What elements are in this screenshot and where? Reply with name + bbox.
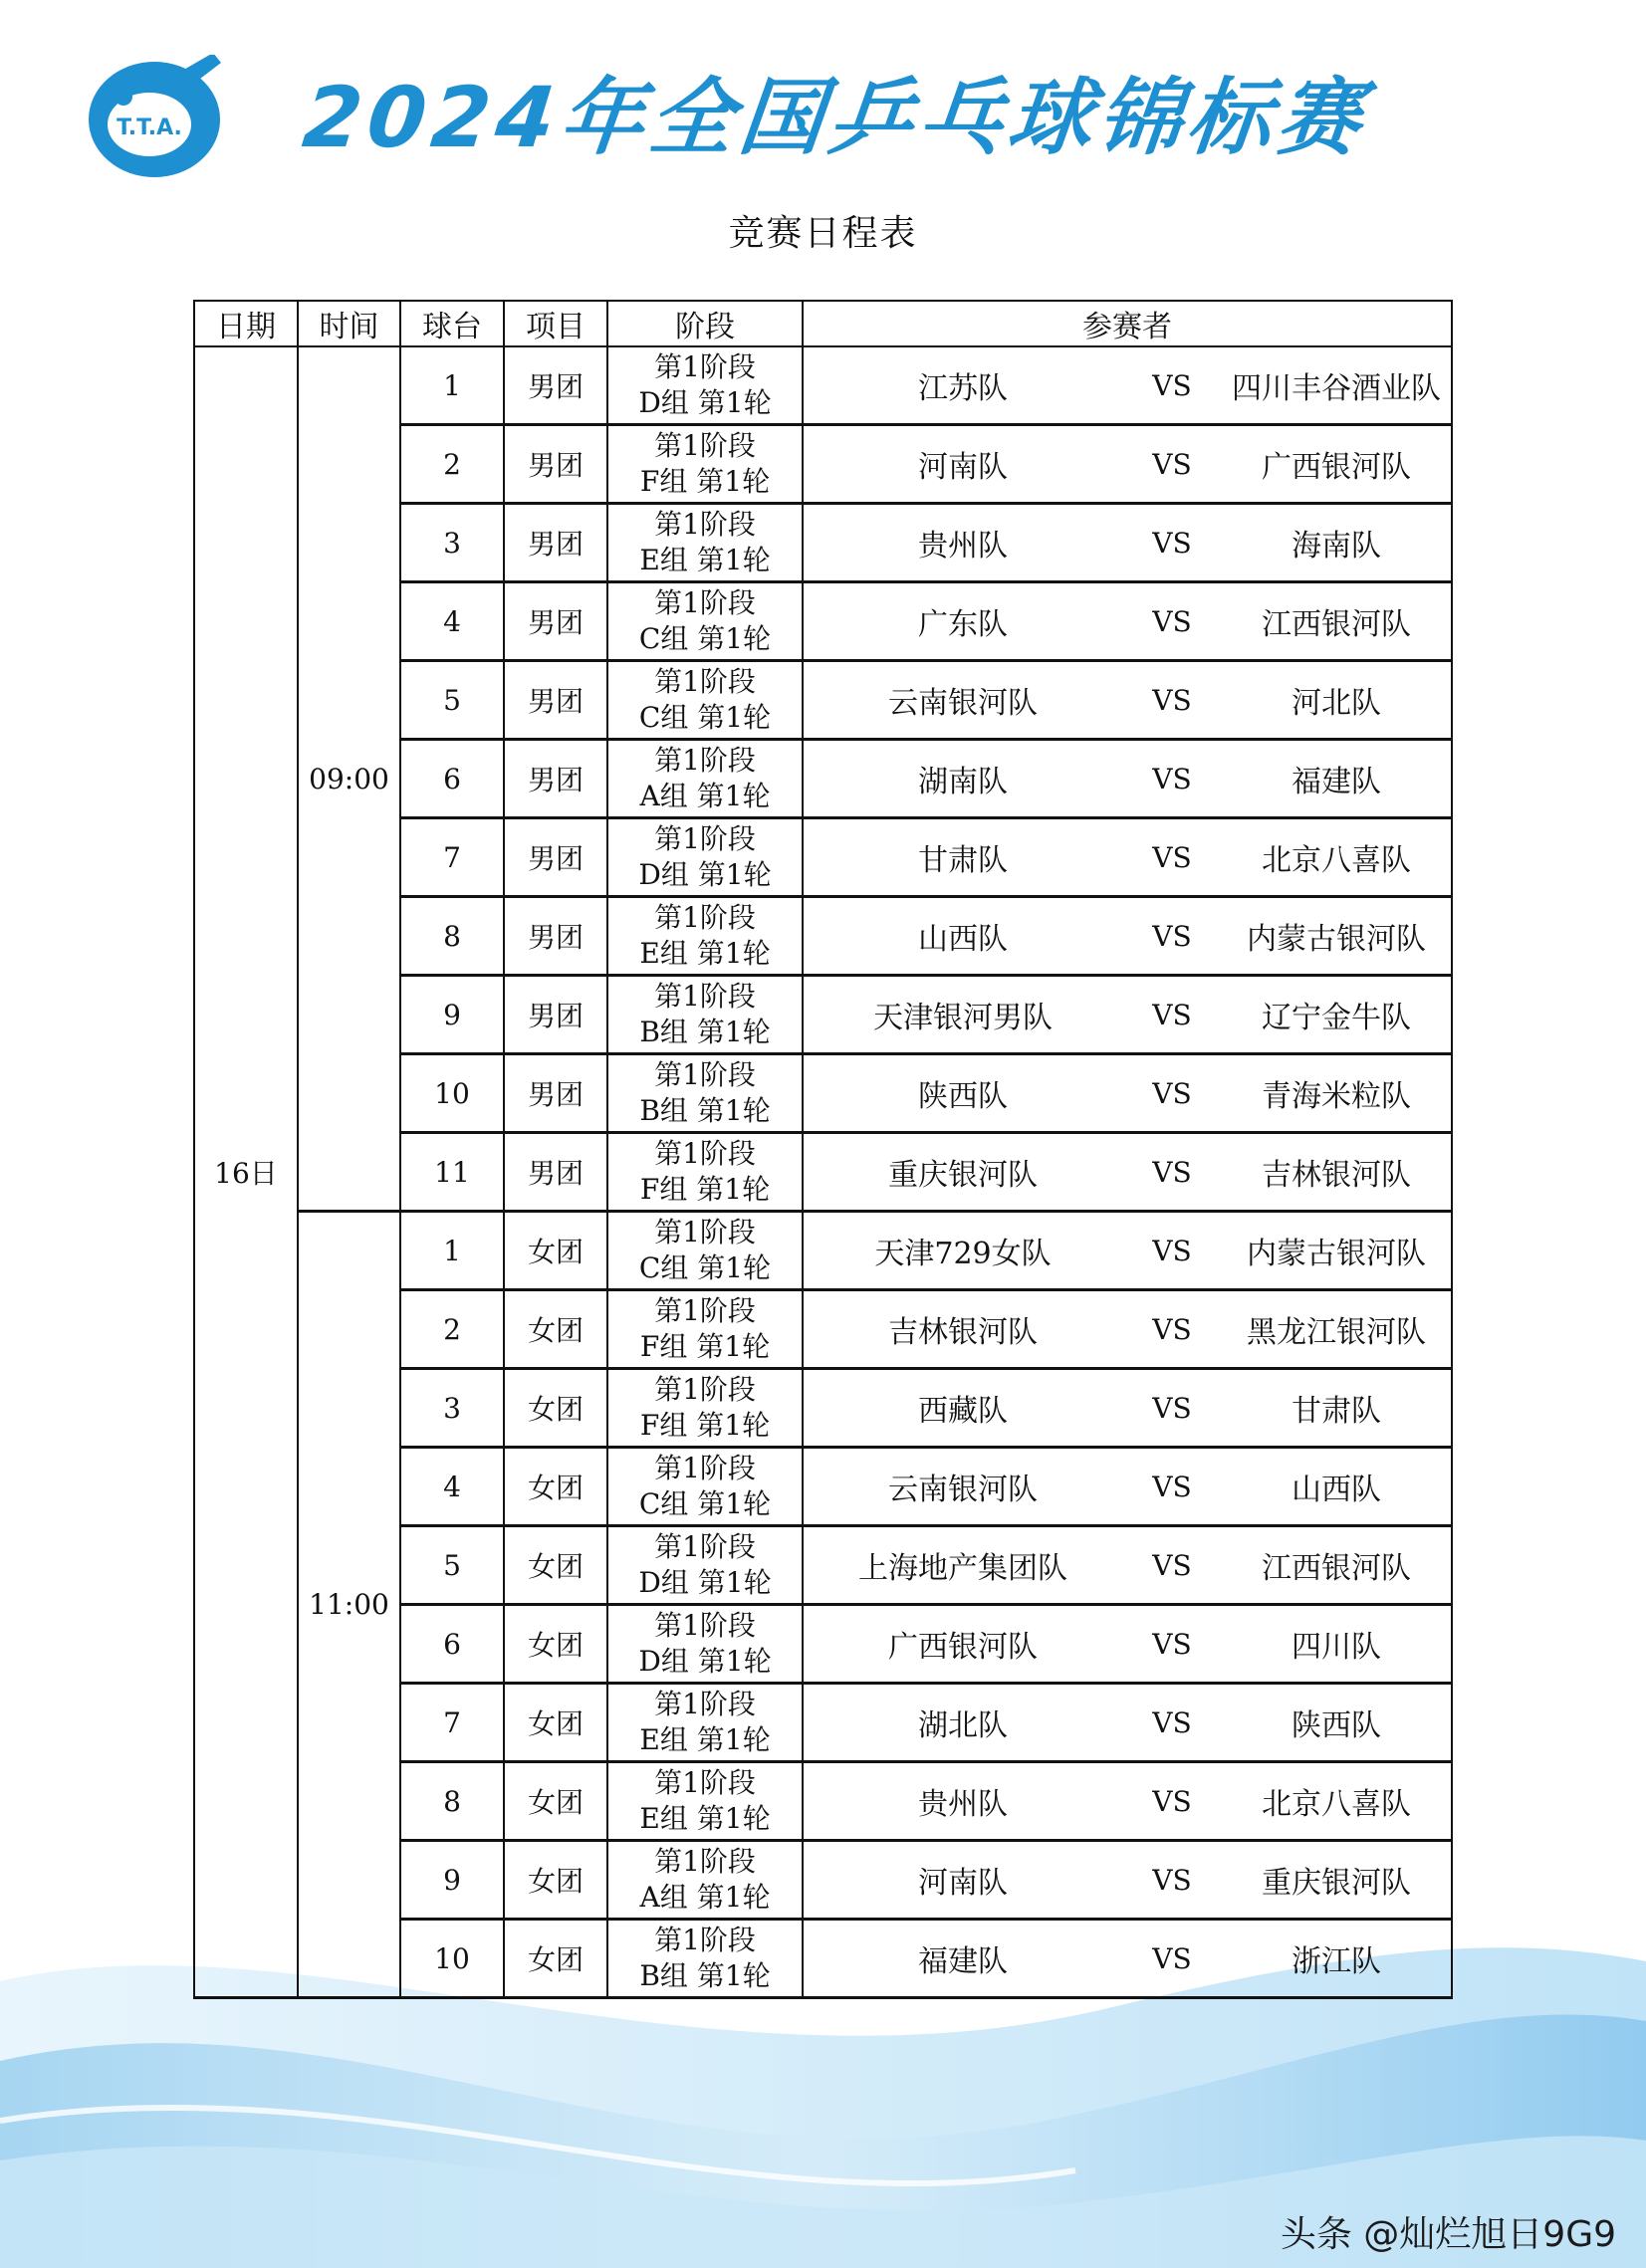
vs-label: VS <box>1152 840 1192 874</box>
logo-text: T.T.A. <box>117 115 182 140</box>
stage-label: 第1阶段 <box>654 429 756 462</box>
participants-cell <box>803 661 1452 740</box>
table-number-cell: 7 <box>400 1684 504 1762</box>
stage-cell <box>607 1762 803 1841</box>
participants-cell <box>803 1212 1452 1290</box>
event-cell: 男团 <box>504 740 607 818</box>
table-number-cell: 2 <box>400 425 504 504</box>
team-a-name: 广东队 <box>918 607 1008 642</box>
group-round-label: E组 第1轮 <box>639 1723 771 1756</box>
col-header-participants: 参赛者 <box>803 301 1452 346</box>
stage-cell <box>607 1290 803 1369</box>
stage-label: 第1阶段 <box>654 744 756 777</box>
table-number-cell: 6 <box>400 1605 504 1684</box>
vs-label: VS <box>1152 1863 1192 1897</box>
participants-cell <box>803 818 1452 897</box>
team-b-name: 吉林银河队 <box>1262 1158 1411 1193</box>
event-cell: 男团 <box>504 504 607 582</box>
event-cell: 男团 <box>504 1133 607 1212</box>
participants-cell <box>803 976 1452 1054</box>
time-cell: 09:00 <box>298 346 400 1212</box>
stage-label: 第1阶段 <box>654 1609 756 1642</box>
participants-cell <box>803 1448 1452 1526</box>
group-round-label: C组 第1轮 <box>638 1251 772 1284</box>
vs-label: VS <box>1152 1705 1192 1739</box>
table-number-cell: 2 <box>400 1290 504 1369</box>
stage-label: 第1阶段 <box>654 901 756 934</box>
vs-label: VS <box>1152 447 1192 481</box>
event-title: 2024年全国乒乓球锦标赛 <box>298 69 1372 166</box>
stage-cell <box>607 1920 803 1998</box>
team-a-name: 贵州队 <box>918 529 1008 564</box>
team-b-name: 内蒙古银河队 <box>1247 1237 1426 1271</box>
stage-label: 第1阶段 <box>654 1845 756 1878</box>
event-cell: 女团 <box>504 1369 607 1448</box>
team-b-name: 河北队 <box>1292 686 1381 721</box>
table-number-cell: 10 <box>400 1920 504 1998</box>
participants-cell <box>803 346 1452 425</box>
team-b-name: 浙江队 <box>1292 1944 1381 1979</box>
event-cell: 男团 <box>504 425 607 504</box>
team-b-name: 江西银河队 <box>1262 1551 1411 1586</box>
vs-label: VS <box>1152 683 1192 717</box>
team-b-name: 广西银河队 <box>1262 450 1411 485</box>
stage-label: 第1阶段 <box>654 1373 756 1406</box>
col-header-time: 时间 <box>298 301 400 346</box>
team-a-name: 陕西队 <box>918 1079 1008 1114</box>
team-b-name: 北京八喜队 <box>1262 1787 1411 1822</box>
group-round-label: C组 第1轮 <box>638 701 772 734</box>
event-cell: 女团 <box>504 1448 607 1526</box>
team-b-name: 青海米粒队 <box>1262 1079 1411 1114</box>
team-b-name: 四川丰谷酒业队 <box>1232 371 1441 406</box>
group-round-label: B组 第1轮 <box>639 1094 771 1127</box>
table-number-cell: 10 <box>400 1054 504 1133</box>
table-number-cell: 8 <box>400 1762 504 1841</box>
event-cell: 男团 <box>504 897 607 976</box>
team-b-name: 福建队 <box>1292 765 1381 799</box>
group-round-label: D组 第1轮 <box>638 858 772 891</box>
vs-label: VS <box>1152 1548 1192 1582</box>
team-a-name: 山西队 <box>918 922 1008 957</box>
event-cell: 女团 <box>504 1605 607 1684</box>
vs-label: VS <box>1152 919 1192 953</box>
page-subtitle: 竞赛日程表 <box>728 213 918 254</box>
event-cell: 男团 <box>504 661 607 740</box>
group-round-label: D组 第1轮 <box>638 1566 772 1599</box>
team-b-name: 海南队 <box>1292 529 1381 564</box>
stage-cell <box>607 1369 803 1448</box>
stage-cell <box>607 818 803 897</box>
stage-cell <box>607 1054 803 1133</box>
stage-cell <box>607 661 803 740</box>
team-a-name: 福建队 <box>918 1944 1008 1979</box>
col-header-event: 项目 <box>504 301 607 346</box>
table-number-cell: 1 <box>400 346 504 425</box>
group-round-label: E组 第1轮 <box>639 937 771 970</box>
stage-cell <box>607 1212 803 1290</box>
vs-label: VS <box>1152 998 1192 1031</box>
stage-label: 第1阶段 <box>654 1294 756 1327</box>
event-cell: 男团 <box>504 346 607 425</box>
stage-cell <box>607 1841 803 1920</box>
time-cell: 11:00 <box>298 1212 400 1998</box>
team-a-name: 湖南队 <box>918 765 1008 799</box>
stage-cell <box>607 425 803 504</box>
team-b-name: 江西银河队 <box>1262 607 1411 642</box>
team-a-name: 上海地产集团队 <box>858 1551 1067 1586</box>
team-a-name: 云南银河队 <box>888 686 1038 721</box>
table-number-cell: 4 <box>400 1448 504 1526</box>
team-b-name: 山西队 <box>1292 1473 1381 1507</box>
participants-cell <box>803 582 1452 661</box>
event-cell: 女团 <box>504 1684 607 1762</box>
group-round-label: F组 第1轮 <box>639 1173 771 1206</box>
date-cell: 16日 <box>194 346 298 1998</box>
participants-cell <box>803 1369 1452 1448</box>
tta-logo <box>80 55 229 184</box>
participants-cell <box>803 1290 1452 1369</box>
team-a-name: 西藏队 <box>918 1394 1008 1429</box>
table-row <box>194 346 1452 425</box>
group-round-label: E组 第1轮 <box>639 544 771 576</box>
participants-cell <box>803 1526 1452 1605</box>
vs-label: VS <box>1152 1312 1192 1346</box>
stage-label: 第1阶段 <box>654 1924 756 1956</box>
table-number-cell: 4 <box>400 582 504 661</box>
stage-cell <box>607 582 803 661</box>
watermark: 头条 @灿烂旭日9G9 <box>1280 2214 1616 2255</box>
team-b-name: 辽宁金牛队 <box>1262 1001 1411 1035</box>
table-row <box>194 1212 1452 1290</box>
stage-cell <box>607 976 803 1054</box>
stage-label: 第1阶段 <box>654 665 756 698</box>
vs-label: VS <box>1152 1470 1192 1503</box>
vs-label: VS <box>1152 762 1192 795</box>
event-cell: 男团 <box>504 976 607 1054</box>
event-cell: 女团 <box>504 1290 607 1369</box>
event-cell: 男团 <box>504 818 607 897</box>
table-number-cell: 5 <box>400 661 504 740</box>
table-number-cell: 6 <box>400 740 504 818</box>
participants-cell <box>803 1054 1452 1133</box>
participants-cell <box>803 1841 1452 1920</box>
group-round-label: C组 第1轮 <box>638 622 772 655</box>
vs-label: VS <box>1152 368 1192 402</box>
team-a-name: 江苏队 <box>918 371 1008 406</box>
table-number-cell: 5 <box>400 1526 504 1605</box>
stage-label: 第1阶段 <box>654 1452 756 1484</box>
stage-label: 第1阶段 <box>654 1216 756 1248</box>
event-cell: 女团 <box>504 1841 607 1920</box>
stage-cell <box>607 1448 803 1526</box>
table-number-cell: 8 <box>400 897 504 976</box>
team-b-name: 甘肃队 <box>1292 1394 1381 1429</box>
table-header-row <box>194 301 1452 346</box>
stage-label: 第1阶段 <box>654 1137 756 1170</box>
event-cell: 女团 <box>504 1920 607 1998</box>
group-round-label: F组 第1轮 <box>639 1409 771 1442</box>
stage-cell <box>607 1605 803 1684</box>
group-round-label: A组 第1轮 <box>639 1881 771 1914</box>
vs-label: VS <box>1152 1941 1192 1975</box>
group-round-label: C组 第1轮 <box>638 1487 772 1520</box>
event-cell: 男团 <box>504 1054 607 1133</box>
stage-label: 第1阶段 <box>654 1058 756 1091</box>
participants-cell <box>803 504 1452 582</box>
team-a-name: 吉林银河队 <box>888 1315 1038 1350</box>
stage-cell <box>607 346 803 425</box>
stage-cell <box>607 740 803 818</box>
stage-label: 第1阶段 <box>654 508 756 541</box>
stage-label: 第1阶段 <box>654 1530 756 1563</box>
stage-cell <box>607 1684 803 1762</box>
table-number-cell: 3 <box>400 1369 504 1448</box>
vs-label: VS <box>1152 1627 1192 1661</box>
team-b-name: 四川队 <box>1292 1630 1381 1665</box>
table-number-cell: 3 <box>400 504 504 582</box>
stage-cell <box>607 1133 803 1212</box>
event-cell: 女团 <box>504 1762 607 1841</box>
table-number-cell: 7 <box>400 818 504 897</box>
team-b-name: 黑龙江银河队 <box>1247 1315 1426 1350</box>
schedule-body <box>194 346 1452 1998</box>
participants-cell <box>803 1133 1452 1212</box>
stage-label: 第1阶段 <box>654 586 756 619</box>
col-header-stage: 阶段 <box>607 301 803 346</box>
stage-label: 第1阶段 <box>654 822 756 855</box>
vs-label: VS <box>1152 1155 1192 1189</box>
participants-cell <box>803 740 1452 818</box>
participants-cell <box>803 425 1452 504</box>
team-a-name: 广西银河队 <box>888 1630 1038 1665</box>
vs-label: VS <box>1152 1076 1192 1110</box>
stage-cell <box>607 504 803 582</box>
event-cell: 男团 <box>504 582 607 661</box>
participants-cell <box>803 1762 1452 1841</box>
stage-cell <box>607 897 803 976</box>
vs-label: VS <box>1152 526 1192 560</box>
stage-label: 第1阶段 <box>654 350 756 383</box>
team-a-name: 天津银河男队 <box>873 1001 1053 1035</box>
participants-cell <box>803 897 1452 976</box>
group-round-label: F组 第1轮 <box>639 1330 771 1363</box>
stage-label: 第1阶段 <box>654 980 756 1013</box>
col-header-table: 球台 <box>400 301 504 346</box>
table-number-cell: 11 <box>400 1133 504 1212</box>
group-round-label: A组 第1轮 <box>639 780 771 812</box>
team-a-name: 天津729女队 <box>874 1237 1052 1271</box>
group-round-label: D组 第1轮 <box>638 1645 772 1678</box>
team-b-name: 重庆银河队 <box>1262 1866 1411 1901</box>
table-number-cell: 9 <box>400 1841 504 1920</box>
group-round-label: B组 第1轮 <box>639 1016 771 1048</box>
team-a-name: 湖北队 <box>918 1708 1008 1743</box>
col-header-date: 日期 <box>194 301 298 346</box>
vs-label: VS <box>1152 1234 1192 1267</box>
table-number-cell: 1 <box>400 1212 504 1290</box>
participants-cell <box>803 1684 1452 1762</box>
vs-label: VS <box>1152 1784 1192 1818</box>
group-round-label: D组 第1轮 <box>638 386 772 419</box>
stage-label: 第1阶段 <box>654 1688 756 1720</box>
team-a-name: 云南银河队 <box>888 1473 1038 1507</box>
team-a-name: 甘肃队 <box>918 843 1008 878</box>
schedule-table <box>193 300 1453 1999</box>
team-a-name: 重庆银河队 <box>888 1158 1038 1193</box>
stage-cell <box>607 1526 803 1605</box>
team-a-name: 河南队 <box>918 1866 1008 1901</box>
event-cell: 女团 <box>504 1526 607 1605</box>
table-number-cell: 9 <box>400 976 504 1054</box>
participants-cell <box>803 1920 1452 1998</box>
group-round-label: B组 第1轮 <box>639 1959 771 1992</box>
group-round-label: F组 第1轮 <box>639 465 771 498</box>
stage-label: 第1阶段 <box>654 1766 756 1799</box>
team-b-name: 内蒙古银河队 <box>1247 922 1426 957</box>
group-round-label: E组 第1轮 <box>639 1802 771 1835</box>
team-b-name: 陕西队 <box>1292 1708 1381 1743</box>
team-a-name: 贵州队 <box>918 1787 1008 1822</box>
event-cell: 女团 <box>504 1212 607 1290</box>
team-a-name: 河南队 <box>918 450 1008 485</box>
participants-cell <box>803 1605 1452 1684</box>
team-b-name: 北京八喜队 <box>1262 843 1411 878</box>
vs-label: VS <box>1152 1391 1192 1425</box>
vs-label: VS <box>1152 604 1192 638</box>
